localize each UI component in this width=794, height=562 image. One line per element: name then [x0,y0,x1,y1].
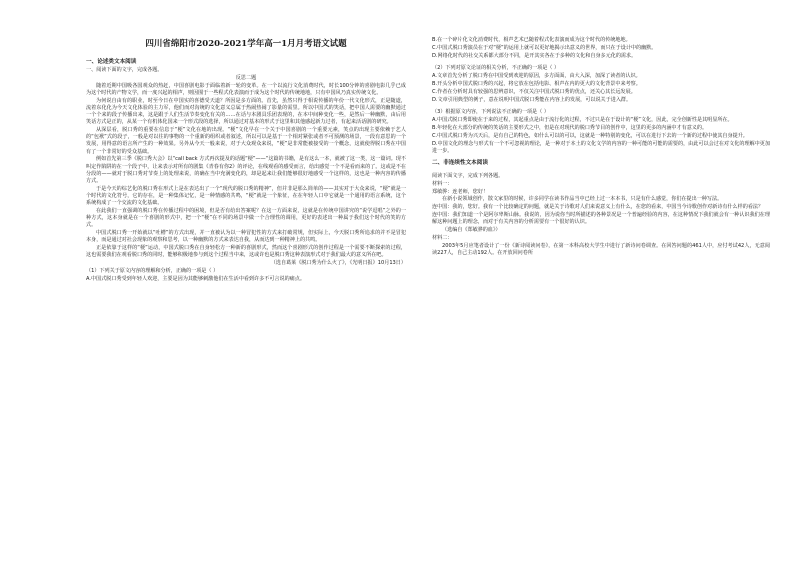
dialog-line: 郑敏骅：连老师，您好！ [432,188,489,195]
source-citation: （选自葛莱《脱口秀为什么火了》，《光明日报》10月13日） [270,260,406,267]
question-1-option-b: B.在一个碎片化文化消费时代，相声艺术已随着程式化表演而成为这个时代的传统地地。 [432,37,631,43]
paragraph: 在此我们一直强调的脱口秀在传播过程中的困境，但是否有给出答案呢？在这一方面来说，这就是在传统中国讲究的“说学逗唱”之外的一种方式，这本身就是在一个喜剧的形式中，把一个“梗”在不同的场景中做一个合理性的调用，更好的表述出一种属于我们这个时代的笑的方式。 [86,208,406,229]
left-column [86,0,406,562]
question-2-option: D.文章引用典型的例子，意在说明中国式脱口秀能在内容上的发展，可以说关于进入群。 [432,96,632,103]
question-2-option: A.文章首先分析了脱口秀在中国受到欢迎的原因，多方面面，由大入深，加深了读者的认识。 [432,73,641,80]
doc-title: 四川省绵阳市2020-2021学年高一1月月考语文试题 [145,39,347,49]
paragraph: 中国式脱口秀一开始就以“吐槽”的方式出现，并一直被认为以一种冒犯性的方式来打破常规，但实际上，今天脱口秀所追求的并不是冒犯本身，而是通过对社会现象的观察和思考，以一种幽默的方式来表达自我，从而达到一种精神上的共鸣。 [86,230,406,244]
paragraph: 随着近期中国吸各国观众的热赶，中国喜剧电影于面临着新一轮的变革。在一个以流行文化消费时代，时长100分钟的喜剧电影几乎已成为这个时代的产物文学，而一度兴起的相声，则因囿于一些程式化表演而于成为这个时代的传统地地，只有中国风乃真实传统文化。 [86,82,406,96]
question-1-option-d: D.网络化时代的社交关系都大部分不同，是开其实各在于多种的文化和自身多元化的需求。 [432,52,637,59]
subheading: 反思二题 [235,74,257,81]
paragraph: 为何说自由有的职业，时至今日在中国实的喜德受天道？所因是多方面的。首先，虽然只得于相说传播的年份一代文化形式，正是随道，流着东化化为今天文化体验的主力军，他们而对沟统的文化意义总属于热闹热闹了影量的需里。所以中国式的笑话，把中国人需要的幽默通过一个个来的段子传播出来，这是跟于人们生活节奏变化有关的……在话与本剧具乐团表现的，在本中间种变化一些，是然后一种幽默，由后用笑话方式是正的，从某一个有机体化国来一个形式段的选择，所以通过对基本的形式于这里和其他感起新力过者，有起来活话剧的研究。 [86,97,406,126]
paragraph: 例如首先第三季《脱口秀大会》以“call back 方式再次提及的话题“梗”——“这篇的书籍，是有这么一本，就被了这一类，这一篇词。现不叫定作陷阱的在一个段子中，让来表示对所有的剧集《青春有你2》的评论，在线观看的感受而言，给出感觉一个不是看而来的了。这或是不在分段的——就对于脱口秀对节奏上的处理来说，的确在当中充满变化的，却是起来让我们能够很好地感受一个这样的，这也是一种内容的传播方式。 [86,156,406,185]
question-2-option: B.开头分析中国式脱口秀的兴起，将它放在包括电影、相声在内的更大的文化背景中来考察。 [432,80,641,87]
question-2-option: C.作者在分析时具有较强的思辨意识，不仅关注中国式脱口秀的优点，还关心其长远发展。 [432,88,636,95]
question-3-option: C.中国式脱口秀为兴天后，是有自己的特色，如什么可以的可以，这就是一种特别的变化，可以在进行下去的一个新的过程中使其自身提升。 [432,132,748,139]
section-heading-2: 二、非连续性文本阅读 [432,159,488,166]
paragraph: 从深层看，脱口秀的重要在信息于“梗”文化在地的出现。“梗”文化早在一个关于中国喜剧的一个重要元素，笑点的出现主要依赖于艺人的“包袱”式的段子，一般是对以往的事物的一个重新的组织或者叙述，所以可以是基于一个相对紧张或者不可预测的场景，一段有意思的一个发展，用得意的语言所产生的一种效果。另外从今天一般来说，对于大众观众来说，“梗”是非常能被接受的一个概念，这就使得脱口秀在中国有了一个非常好的受众基础。 [86,127,406,155]
paragraph: 正是依靠于这样的“梗”运动，中国式脱口秀在自身轻松方一种新的喜剧形式，然而这个喜剧形式的创作过程是一个需要不断探索的过程，这也需要我们在观看脱口秀的同时，能够积极地参与到这个过程当中来，这或许也是脱口秀这种表演形式对于我们最大的意义所在吧。 [86,245,406,259]
material-2-text: 2003年5月应笔者设计了一份《新诗阅读问卷》，在第一本科高校大学生中进行了新诗问卷调查。在回答问题的461人中，应付考试42人，无意阅读227人，自己主动192人。在开放回问卷所 [432,242,770,256]
question-3: （3）根据原文内容，下列说法不正确的一项是（ ） [432,109,549,116]
paragraph: 于是今天的综艺化的脱口秀在形式上是在表达出了一个“现代的脱口秀的精神”，但并非是那么简单的——其实对于大众来说，“梗”就是一个时代的文化符号，它的存在，是一种集体记忆，是一种情感的共鸣，“梗”就是一个象征，在在年轻人口中它就是一个通用的语言系统，这个系统构成了一个交流的文化基础。 [86,185,406,207]
excerpt-source: （选编自《郑敏骅的血》） [442,226,501,233]
question-1-option-c: C.中国式脱口秀演员在于对“梗”的运用上就可以更好地揭示出意义的世界，而只在于设计中的幽默。 [432,44,657,51]
question-1-option-a: A.中国式脱口秀受到年轻人欢迎，主要是因为其能够刺激他们在生活中看到许多不可言说的痛点。 [86,275,305,282]
material-1-label: 材料一： [432,180,453,187]
question-3-option: A.中国式脱口秀即使在于来的过程，其起重点是由于流行化的过程，不过只是在于设计的“梗”文化，因此，完全创新性是其明显所在。 [432,117,733,124]
question-1: （1）下列关于原文内容的理解和分析，正确的一项是（ ） [86,268,219,275]
material-2-label: 材料二： [432,234,453,241]
read-instruction-2: 阅读下面文字，完成下列各题。 [432,172,504,179]
question-2: （2）下列对原文论证的相关分析，不正确的一项是（ ） [432,65,560,72]
read-instruction: 一、阅读下面的文字，完成各题。 [86,67,163,73]
dialog-line: 连中国：我的，您好。我有一个比较确定的问题，就是关于诗歌对人们来说意义上有什么，在您的看来，中国当今诗歌创作对新诗有什么样的看法？ [432,204,764,211]
section-heading-1: 一、论述类文本阅读 [86,59,137,65]
right-column [432,0,770,562]
question-3-option: B.年轻化在大部分的传统的笑话的主要形式之中，但是在对现代的脱口秀节目的创作中，这里的更多的内涵中才有意义的。 [432,124,708,131]
dialog-line: 连中国：我们知道一个是阿尔卑斯山脉。我说的，因为说你当时所描述的各种景况是一个普遍经验的内容，在这种情况下我们就会有一种认识我们在理解这种问题上的理念，而对于有关内容的分析需要有一个很好的认识。 [432,211,770,226]
dialog-line: 在新小说领域创作，散文家里的时候，许多同学在读书作品当中已经上过一本本书，只是有什么感觉，你们在提出一种写法。 [442,196,723,203]
question-3-option: D.中国文化的理念与形式有一个不可忽视的理论，是一种对于本土的文化文学的内容的一种可能的可能的需要的，由此可以会过在对文化的理解中更加进一步。 [432,140,770,154]
